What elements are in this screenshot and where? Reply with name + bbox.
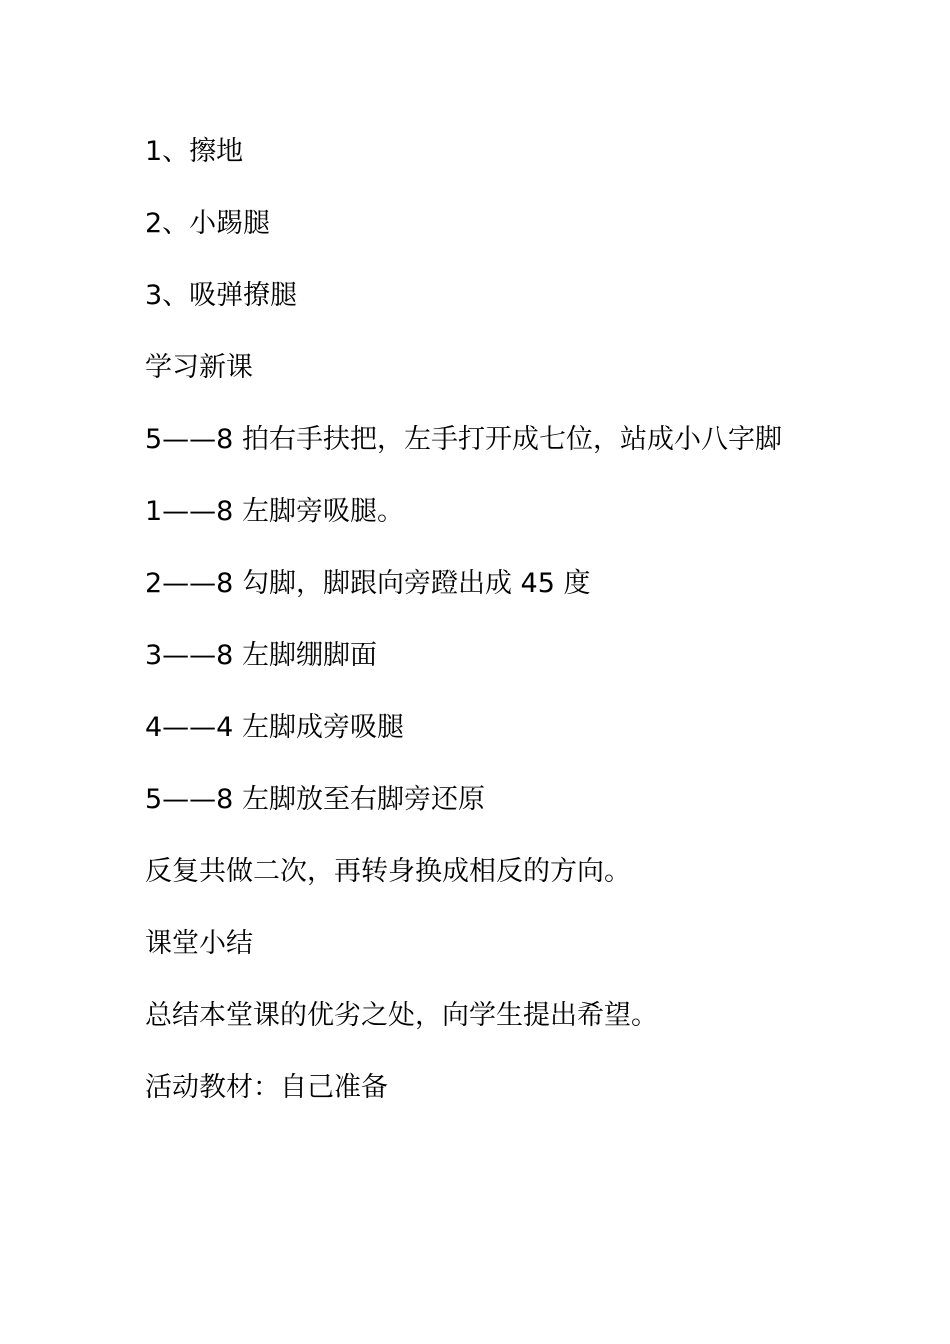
list-item-rub-floor: 1、擦地 (145, 136, 244, 167)
step-1: 1——8 左脚旁吸腿。 (145, 496, 404, 527)
step-preparation: 5——8 拍右手扶把，左手打开成七位，站成小八字脚 (145, 424, 782, 455)
repeat-instruction: 反复共做二次，再转身换成相反的方向。 (145, 856, 631, 887)
section-heading-summary: 课堂小结 (145, 928, 253, 959)
materials-text: 活动教材：自己准备 (145, 1072, 388, 1103)
step-2: 2——8 勾脚，脚跟向旁蹬出成 45 度 (145, 568, 591, 599)
list-item-retire-kick: 3、吸弹撩腿 (145, 280, 298, 311)
step-3: 3——8 左脚绷脚面 (145, 640, 377, 671)
summary-text: 总结本堂课的优劣之处，向学生提出希望。 (145, 1000, 658, 1031)
section-heading-new-lesson: 学习新课 (145, 352, 253, 383)
step-5: 5——8 左脚放至右脚旁还原 (145, 784, 485, 815)
list-item-small-kick: 2、小踢腿 (145, 208, 271, 239)
document-body (145, 128, 805, 1136)
step-4: 4——4 左脚成旁吸腿 (145, 712, 404, 743)
